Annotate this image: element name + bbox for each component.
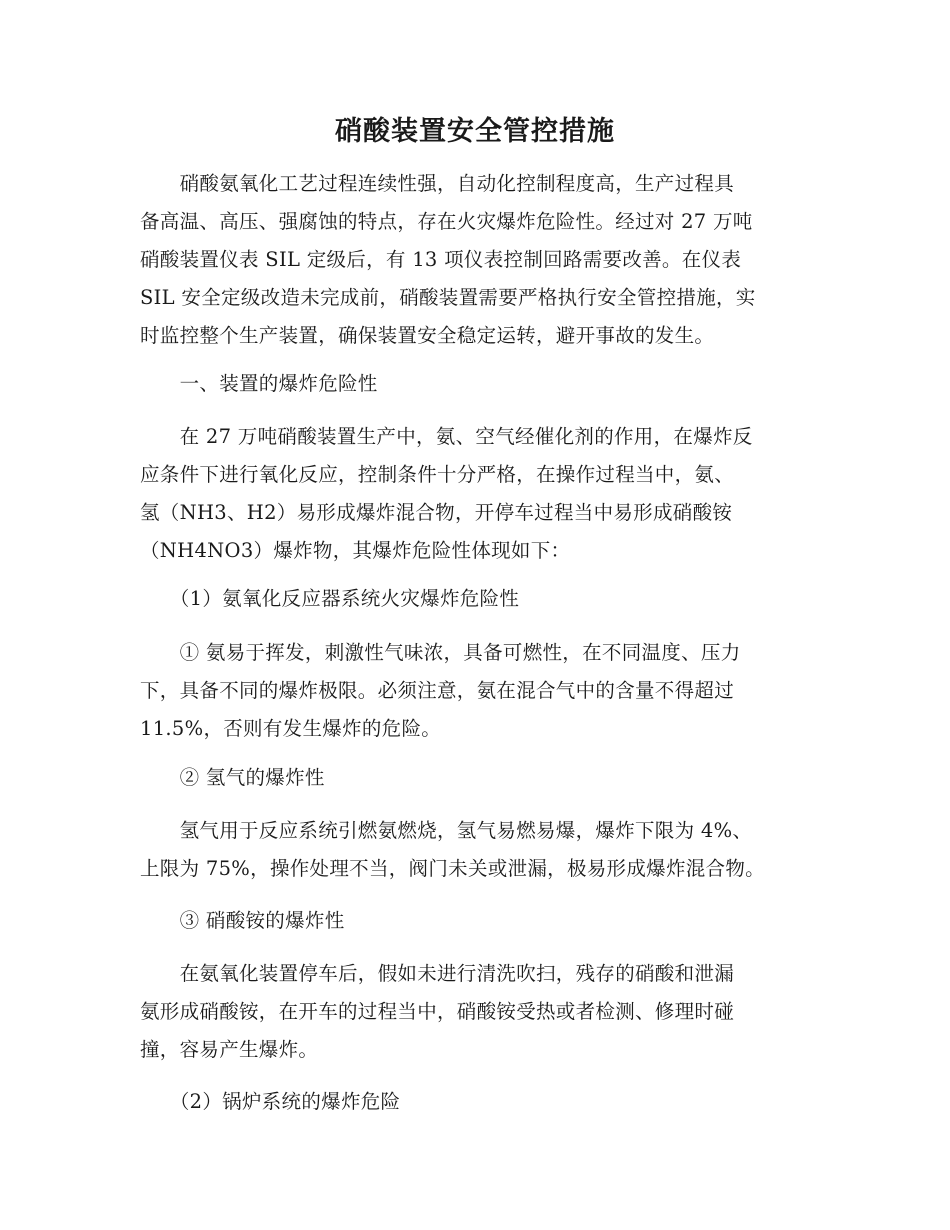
subsection-heading: [140, 580, 810, 618]
item1-line: 下，具备不同的爆炸极限。必须注意，氨在混合气中的含量不得超过: [140, 679, 735, 702]
section-heading: [140, 365, 810, 403]
item1-line: ① 氨易于挥发，刺激性气味浓，具备可燃性，在不同温度、压力: [140, 641, 741, 664]
item2-heading: ② 氢气的爆炸性: [140, 766, 325, 789]
intro-line: 时监控整个生产装置，确保装置安全稳定运转，避开事故的发生。: [140, 324, 715, 347]
item-heading: [140, 902, 810, 940]
intro-paragraph: [140, 165, 810, 355]
intro-line: 硝酸装置仪表 SIL 定级后，有 13 项仪表控制回路需要改善。在仪表: [140, 248, 742, 271]
intro-line: 备高温、高压、强腐蚀的特点，存在火灾爆炸危险性。经过对 27 万吨: [140, 210, 753, 233]
section1-line: 应条件下进行氧化反应，控制条件十分严格，在操作过程当中，氨、: [140, 463, 735, 486]
item3-line: 氨形成硝酸铵，在开车的过程当中，硝酸铵受热或者检测、修理时碰: [140, 1000, 735, 1023]
item2-line: 上限为 75%，操作处理不当，阀门未关或泄漏，极易形成爆炸混合物。: [140, 857, 765, 880]
sub2-heading: （2）锅炉系统的爆炸危险: [140, 1090, 401, 1113]
item3-heading: ③ 硝酸铵的爆炸性: [140, 909, 345, 932]
item1-paragraph: [140, 634, 810, 748]
item3-line: 在氨氧化装置停车后，假如未进行清洗吹扫，残存的硝酸和泄漏: [140, 962, 735, 985]
item3-paragraph: [140, 955, 810, 1069]
document-title: 硝酸装置安全管控措施: [335, 116, 615, 147]
item2-line: 氢气用于反应系统引燃氨燃烧，氢气易燃易爆，爆炸下限为 4%、: [140, 819, 753, 842]
sub1-heading: （1）氨氧化反应器系统火灾爆炸危险性: [140, 587, 520, 610]
item1-line: 11.5%，否则有发生爆炸的危险。: [140, 717, 442, 740]
item2-paragraph: [140, 812, 810, 888]
section1-line: （NH4NO3）爆炸物，其爆炸危险性体现如下：: [140, 539, 571, 562]
section1-line: 在 27 万吨硝酸装置生产中，氨、空气经催化剂的作用，在爆炸反: [140, 425, 753, 448]
section1-heading: 一、装置的爆炸危险性: [140, 372, 378, 395]
intro-line: 硝酸氨氧化工艺过程连续性强，自动化控制程度高，生产过程具: [140, 172, 735, 195]
subsection-heading: [140, 1083, 810, 1121]
item3-line: 撞，容易产生爆炸。: [140, 1038, 319, 1061]
section1-line: 氢（NH3、H2）易形成爆炸混合物，开停车过程当中易形成硝酸铵: [140, 501, 733, 524]
intro-line: SIL 安全定级改造未完成前，硝酸装置需要严格执行安全管控措施，实: [140, 286, 756, 309]
section1-paragraph: [140, 418, 810, 570]
item-heading: [140, 759, 810, 797]
